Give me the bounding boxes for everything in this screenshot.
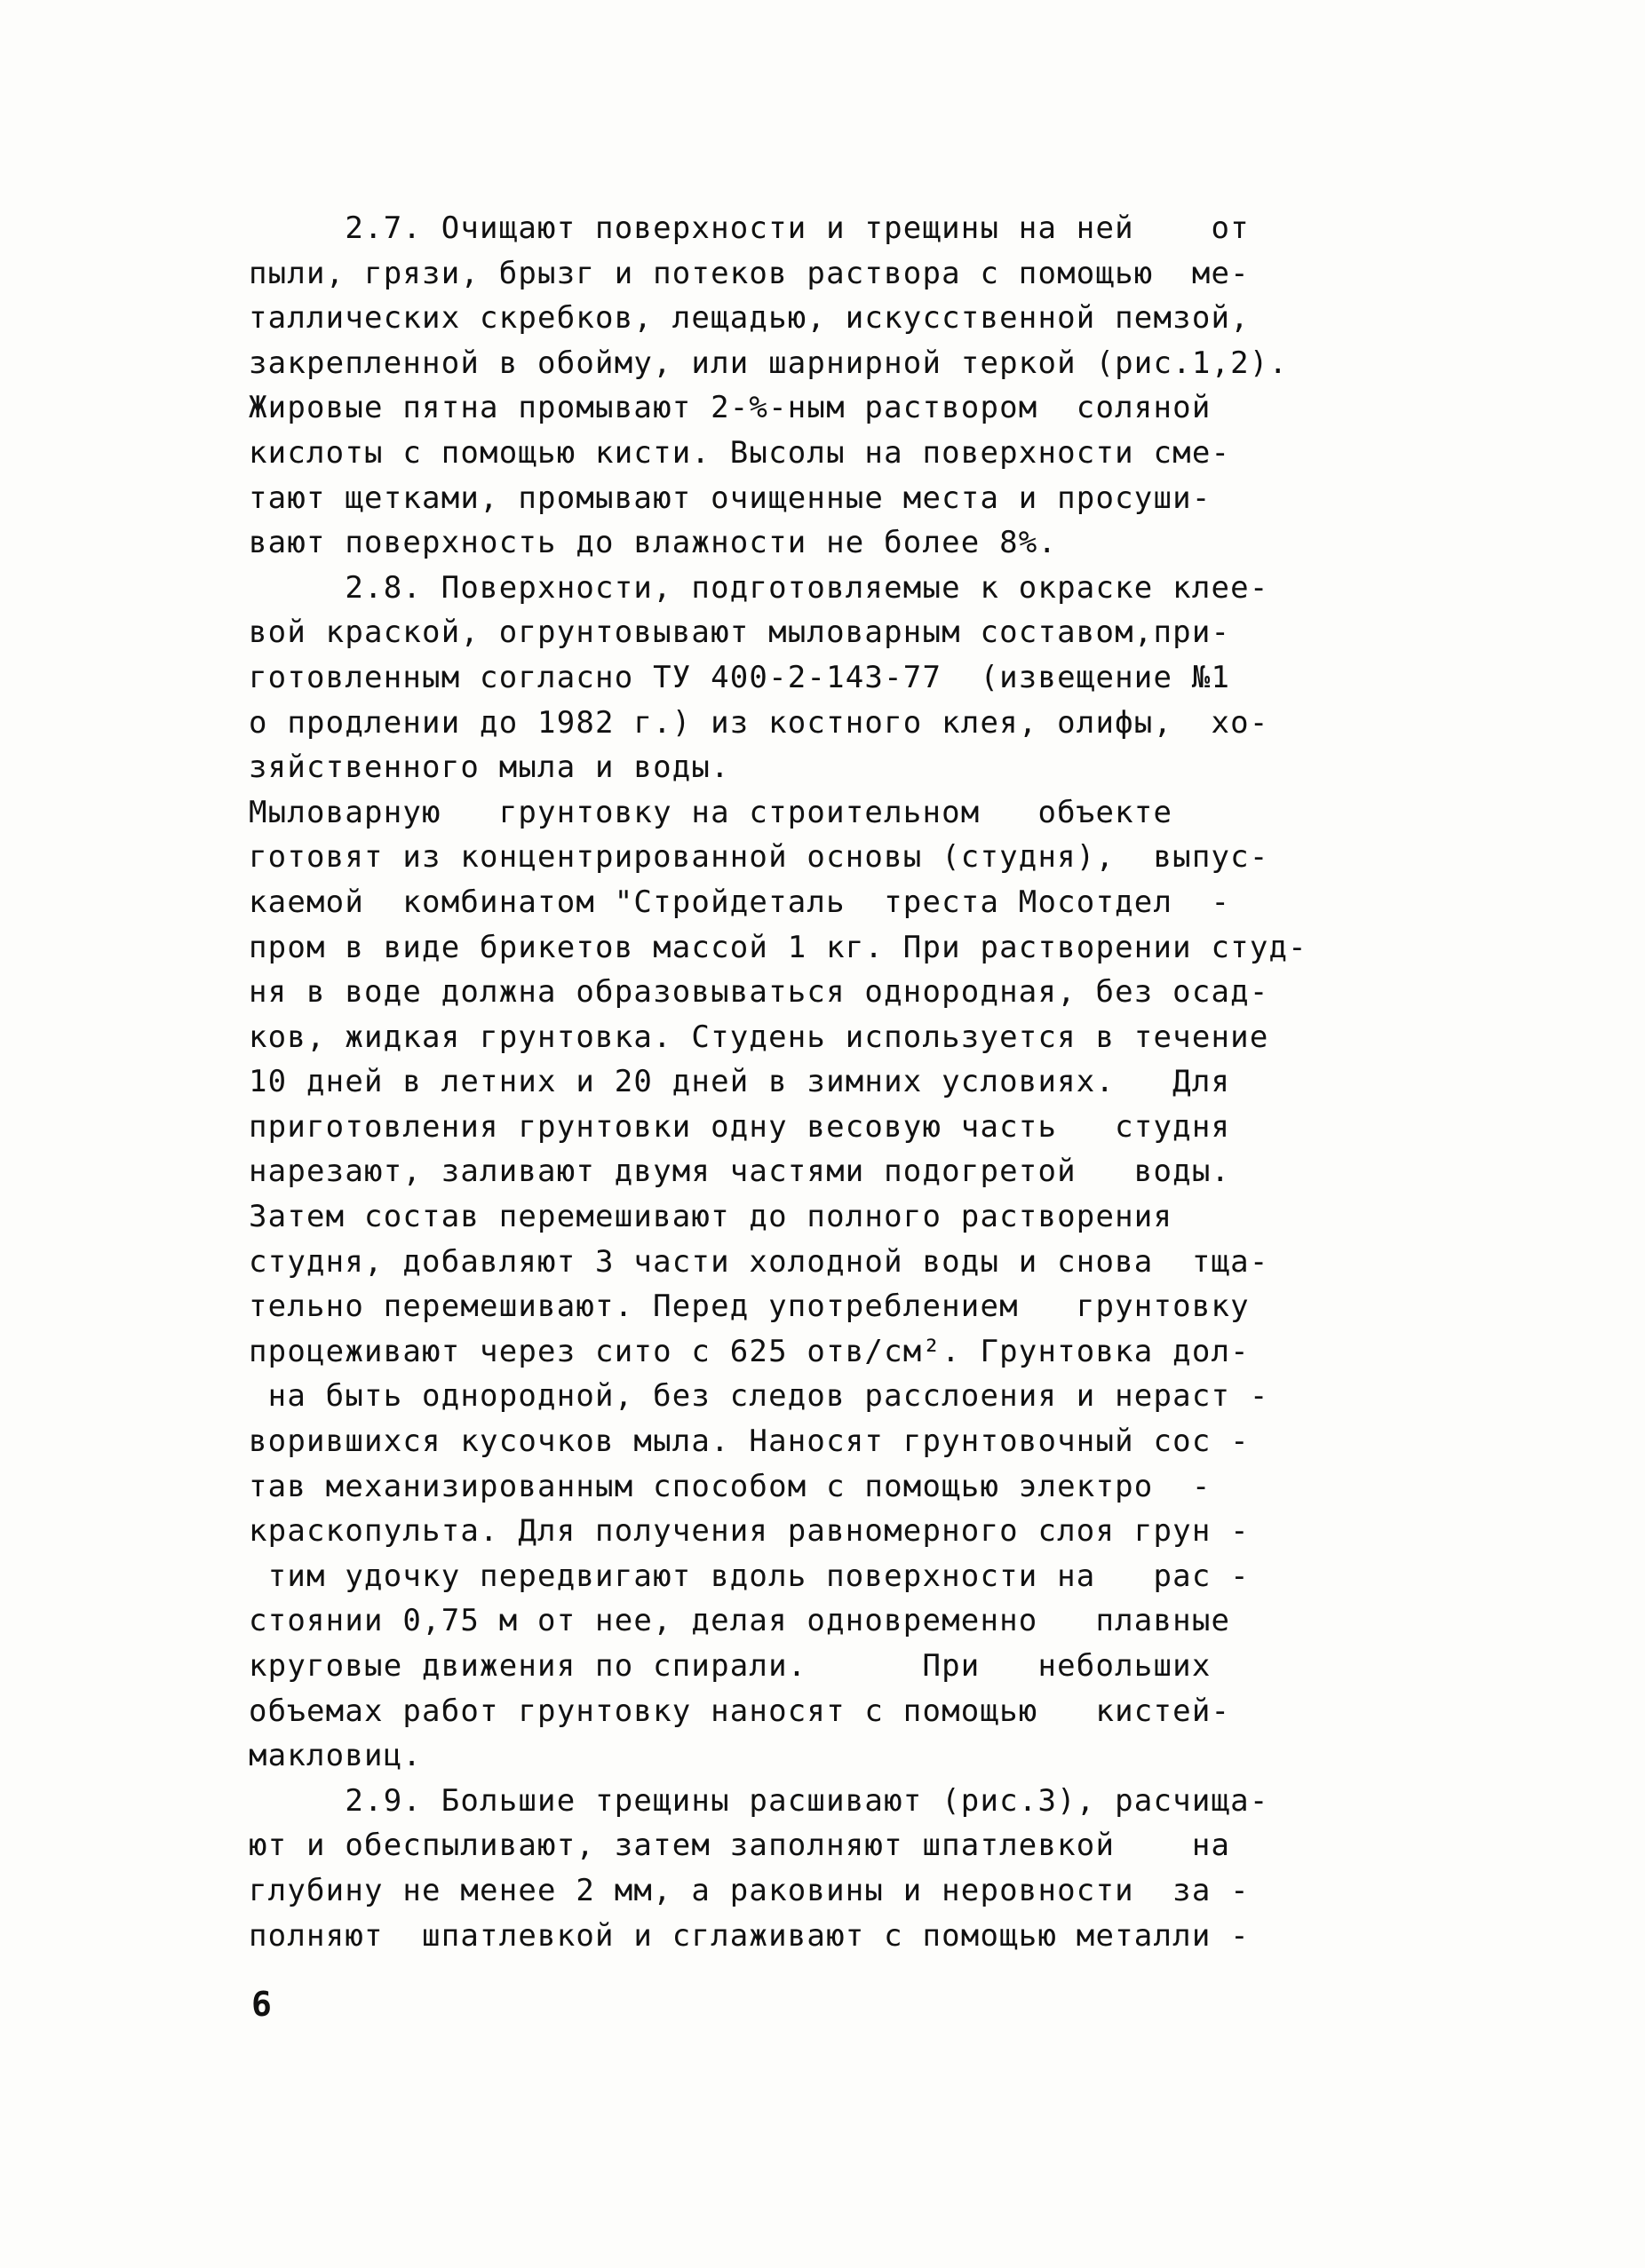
text-line: готовят из концентрированной основы (студня), выпус- <box>249 839 1269 876</box>
text-line: 2.8. Поверхности, подготовляемые к окраске клее- <box>249 569 1269 606</box>
text-line: вой краской, огрунтовывают мыловарным составом,при- <box>249 615 1231 651</box>
text-line: кислоты с помощью кисти. Высолы на поверхности сме- <box>249 434 1231 471</box>
text-line: ков, жидкая грунтовка. Студень используется в течение <box>249 1019 1269 1055</box>
text-line: ня в воде должна образовываться однородная, без осад- <box>249 974 1269 1011</box>
text-line: о продлении до 1982 г.) из костного клея, олифы, хо- <box>249 704 1269 741</box>
text-line: 2.9. Большие трещины расшивают (рис.3), расчища- <box>249 1782 1269 1819</box>
text-line: готовленным согласно ТУ 400-2-143-77 (извещение №1 <box>249 659 1231 695</box>
text-line: макловиц. <box>249 1738 423 1774</box>
text-line: 10 дней в летних и 20 дней в зимних условиях. Для <box>249 1064 1231 1100</box>
text-line: вают поверхность до влажности не более 8%. <box>249 525 1058 561</box>
text-line: таллических скребков, лещадью, искусственной пемзой, <box>249 300 1250 337</box>
text-line: каемой комбинатом "Стройдеталь треста Мосотдел - <box>249 884 1231 920</box>
text-line: тим удочку передвигают вдоль поверхности на рас - <box>249 1558 1250 1594</box>
text-line: пыли, грязи, брызг и потеков раствора с помощью ме- <box>249 255 1250 291</box>
text-line: пром в виде брикетов массой 1 кг. При растворении студ- <box>249 929 1307 965</box>
page-number: 6 <box>251 1985 272 2024</box>
text-line: ют и обеспыливают, затем заполняют шпатлевкой на <box>249 1828 1231 1864</box>
text-line: 2.7. Очищают поверхности и трещины на ней от <box>249 210 1250 246</box>
text-line: тав механизированным способом с помощью электро - <box>249 1468 1212 1504</box>
text-line: приготовления грунтовки одну весовую часть студня <box>249 1108 1231 1145</box>
text-line: ворившихся кусочков мыла. Наносят грунтовочный сос - <box>249 1423 1250 1460</box>
text-line: глубину не менее 2 мм, а раковины и неровности за - <box>249 1872 1250 1908</box>
text-line: круговые движения по спирали. При небольших <box>249 1648 1212 1684</box>
text-line: объемах работ грунтовку наносят с помощью кистей- <box>249 1693 1231 1729</box>
text-line: Мыловарную грунтовку на строительном объекте <box>249 794 1173 830</box>
text-line: Затем состав перемешивают до полного растворения <box>249 1199 1173 1235</box>
text-line: полняют шпатлевкой и сглаживают с помощью металли - <box>249 1917 1250 1954</box>
text-line: студня, добавляют 3 части холодной воды и снова тща- <box>249 1243 1269 1280</box>
text-line: зяйственного мыла и воды. <box>249 749 730 786</box>
text-line: тельно перемешивают. Перед употреблением грунтовку <box>249 1289 1250 1325</box>
text-line: на быть однородной, без следов расслоения и нераст - <box>249 1378 1269 1415</box>
text-line: процеживают через сито с 625 отв/см². Грунтовка дол- <box>249 1333 1250 1369</box>
text-line: нарезают, заливают двумя частями подогретой воды. <box>249 1154 1231 1190</box>
text-line: Жировые пятна промывают 2-%-ным раствором соляной <box>249 390 1212 426</box>
text-line: стоянии 0,75 м от нее, делая одновременно плавные <box>249 1603 1231 1639</box>
document-body <box>249 206 1430 1958</box>
text-line: краскопульта. Для получения равномерного слоя грун - <box>249 1513 1250 1550</box>
text-line: тают щетками, промывают очищенные места и просуши- <box>249 480 1212 516</box>
text-line: закрепленной в обойму, или шарнирной теркой (рис.1,2). <box>249 345 1289 381</box>
